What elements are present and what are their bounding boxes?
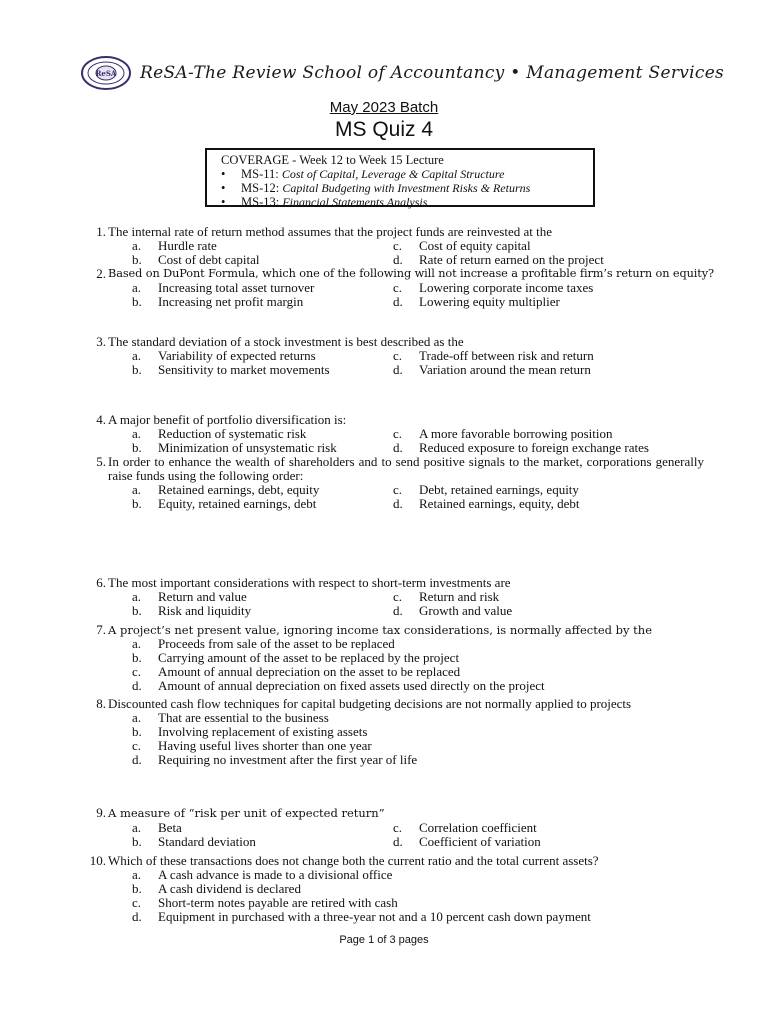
- question-number: 9.: [96, 805, 106, 820]
- question-number: 1.: [96, 224, 106, 239]
- option[interactable]: [132, 868, 392, 882]
- option[interactable]: [132, 281, 314, 295]
- question-number: 10.: [89, 853, 106, 868]
- option[interactable]: [393, 441, 649, 455]
- option[interactable]: [132, 651, 459, 665]
- option-letter: c.: [393, 348, 403, 363]
- option-letter: c.: [393, 280, 403, 295]
- coverage-item: [221, 167, 579, 181]
- option[interactable]: [393, 835, 541, 849]
- option-letter: d.: [393, 440, 403, 455]
- option[interactable]: [132, 349, 316, 363]
- option-letter: c.: [132, 664, 142, 679]
- option-text: A cash advance is made to a divisional office: [158, 867, 393, 882]
- option[interactable]: [132, 882, 301, 896]
- option-text: Beta: [158, 820, 182, 835]
- option[interactable]: [132, 753, 417, 767]
- option[interactable]: [132, 363, 330, 377]
- option-letter: b.: [132, 496, 142, 511]
- option-text: That are essential to the business: [158, 710, 329, 725]
- option-text: Cost of debt capital: [158, 252, 260, 267]
- quiz-title: MS Quiz 4: [334, 118, 434, 141]
- question-stem: The most important considerations with respect to short-term investments are: [108, 575, 511, 590]
- option[interactable]: [132, 295, 303, 309]
- option[interactable]: [132, 604, 251, 618]
- option[interactable]: [132, 896, 398, 910]
- option-text: Having useful lives shorter than one year: [158, 738, 372, 753]
- school-logo: [80, 55, 132, 91]
- option-letter: a.: [132, 867, 142, 882]
- option-letter: c.: [393, 426, 403, 441]
- option-letter: a.: [132, 482, 142, 497]
- coverage-item: [221, 195, 579, 209]
- option-text: Trade-off between risk and return: [419, 348, 594, 363]
- option-letter: a.: [132, 710, 142, 725]
- option-letter: a.: [132, 348, 142, 363]
- option-text: Reduction of systematic risk: [158, 426, 307, 441]
- bullet-icon: •: [221, 167, 226, 181]
- option-letter: c.: [132, 738, 142, 753]
- option-text: Involving replacement of existing assets: [158, 724, 368, 739]
- option[interactable]: [132, 665, 460, 679]
- coverage-code: MS-12:: [241, 181, 280, 195]
- coverage-topic: Capital Budgeting with Investment Risks & Returns: [282, 181, 531, 195]
- option[interactable]: [393, 239, 531, 253]
- question-stem: A project’s net present value, ignoring income tax considerations, is normally affected by the: [108, 623, 652, 637]
- coverage-item: [221, 181, 579, 195]
- option-text: Cost of equity capital: [419, 238, 531, 253]
- question-number: 7.: [96, 622, 106, 637]
- option-text: Standard deviation: [158, 834, 256, 849]
- option-text: Growth and value: [419, 603, 513, 618]
- question-number: 4.: [96, 412, 106, 427]
- option[interactable]: [393, 363, 591, 377]
- school-header: [80, 55, 725, 91]
- option-letter: d.: [393, 294, 403, 309]
- option[interactable]: [393, 821, 537, 835]
- option-text: Retained earnings, equity, debt: [419, 496, 580, 511]
- option[interactable]: [132, 679, 545, 693]
- option-letter: b.: [132, 724, 142, 739]
- option-letter: d.: [132, 752, 142, 767]
- bullet-icon: •: [221, 195, 226, 209]
- option[interactable]: [132, 835, 256, 849]
- option-letter: c.: [393, 589, 403, 604]
- option-letter: b.: [132, 834, 142, 849]
- option-letter: a.: [132, 280, 142, 295]
- option-text: A more favorable borrowing position: [419, 426, 613, 441]
- option-text: Variation around the mean return: [419, 362, 591, 377]
- option-letter: b.: [132, 603, 142, 618]
- option-letter: b.: [132, 881, 142, 896]
- logo-text: ReSA: [95, 69, 117, 78]
- option-letter: a.: [132, 426, 142, 441]
- option-letter: d.: [393, 834, 403, 849]
- option-letter: a.: [132, 238, 142, 253]
- option[interactable]: [393, 295, 560, 309]
- option[interactable]: [132, 253, 259, 267]
- option-letter: c.: [132, 895, 142, 910]
- question-stem: The internal rate of return method assumes that the project funds are reinvested at the: [108, 224, 552, 239]
- question-stem: A major benefit of portfolio diversification is:: [108, 412, 347, 427]
- option[interactable]: [393, 483, 579, 497]
- coverage-box: [205, 148, 595, 207]
- option-text: Rate of return earned on the project: [419, 252, 604, 267]
- option-letter: d.: [132, 678, 142, 693]
- coverage-title: COVERAGE - Week 12 to Week 15 Lecture: [221, 153, 444, 167]
- option-letter: c.: [393, 820, 403, 835]
- option-text: Return and risk: [419, 589, 500, 604]
- option-text: Variability of expected returns: [158, 348, 316, 363]
- option[interactable]: [132, 739, 372, 753]
- option[interactable]: [132, 497, 316, 511]
- option-text: Lowering equity multiplier: [419, 294, 560, 309]
- option-text: Sensitivity to market movements: [158, 362, 330, 377]
- question-number: 5.: [96, 454, 106, 469]
- option-text: Equity, retained earnings, debt: [158, 496, 317, 511]
- option-letter: d.: [132, 909, 142, 924]
- option[interactable]: [132, 483, 319, 497]
- option-text: Correlation coefficient: [419, 820, 537, 835]
- question-number: 8.: [96, 696, 106, 711]
- option[interactable]: [393, 349, 594, 363]
- option-text: A cash dividend is declared: [158, 881, 301, 896]
- option-letter: c.: [393, 482, 403, 497]
- coverage-code: MS-11:: [241, 167, 279, 181]
- option-letter: d.: [393, 362, 403, 377]
- option-text: Increasing total asset turnover: [158, 280, 315, 295]
- bullet-icon: •: [221, 181, 226, 195]
- option[interactable]: [132, 590, 247, 604]
- option[interactable]: [393, 253, 604, 267]
- option-text: Increasing net profit margin: [158, 294, 304, 309]
- option[interactable]: [132, 821, 182, 835]
- option-text: Short-term notes payable are retired with cash: [158, 895, 398, 910]
- option[interactable]: [132, 910, 591, 924]
- question-number: 6.: [96, 575, 106, 590]
- option-text: Requiring no investment after the first year of life: [158, 752, 418, 767]
- option-letter: b.: [132, 252, 142, 267]
- option[interactable]: [393, 427, 613, 441]
- batch-label: May 2023 Batch: [329, 99, 439, 116]
- option[interactable]: [132, 637, 395, 651]
- option[interactable]: [393, 497, 580, 511]
- option-letter: a.: [132, 636, 142, 651]
- question-number: 2.: [96, 266, 106, 281]
- option[interactable]: [132, 725, 367, 739]
- option-text: Amount of annual depreciation on fixed assets used directly on the project: [158, 678, 545, 693]
- option-letter: b.: [132, 440, 142, 455]
- option-text: Amount of annual depreciation on the asset to be replaced: [158, 664, 461, 679]
- page-footer: Page 1 of 3 pages: [339, 934, 429, 946]
- school-name: ReSA-The Review School of Accountancy • Management Services: [140, 63, 725, 83]
- option-text: Risk and liquidity: [158, 603, 252, 618]
- coverage-code: MS-13:: [241, 195, 280, 209]
- option-letter: c.: [393, 238, 403, 253]
- option-letter: b.: [132, 362, 142, 377]
- option-text: Reduced exposure to foreign exchange rates: [419, 440, 649, 455]
- question-stem: In order to enhance the wealth of shareholders and to send positive signals to the market, corporations generally raise funds using the following order:: [108, 454, 704, 483]
- option-letter: a.: [132, 820, 142, 835]
- question-stem: Discounted cash flow techniques for capital budgeting decisions are not normally applied to projects: [108, 696, 632, 711]
- option-letter: d.: [393, 603, 403, 618]
- option[interactable]: [393, 281, 593, 295]
- option[interactable]: [132, 427, 306, 441]
- question-stem: A measure of “risk per unit of expected return”: [108, 806, 385, 820]
- option-text: Proceeds from sale of the asset to be replaced: [158, 636, 395, 651]
- option-letter: b.: [132, 650, 142, 665]
- option-text: Hurdle rate: [158, 238, 217, 253]
- coverage-topic: Cost of Capital, Leverage & Capital Structure: [281, 167, 505, 181]
- coverage-topic: Financial Statements Analysis: [282, 195, 428, 209]
- option[interactable]: [393, 604, 512, 618]
- option-letter: d.: [393, 252, 403, 267]
- question-stem: The standard deviation of a stock investment is best described as the: [108, 334, 464, 349]
- option[interactable]: [132, 441, 337, 455]
- question-number: 3.: [96, 334, 106, 349]
- option-letter: b.: [132, 294, 142, 309]
- option-text: Coefficient of variation: [419, 834, 541, 849]
- option-text: Lowering corporate income taxes: [419, 280, 594, 295]
- option-letter: a.: [132, 589, 142, 604]
- option-text: Retained earnings, debt, equity: [158, 482, 320, 497]
- option-text: Minimization of unsystematic risk: [158, 440, 337, 455]
- question-stem: Which of these transactions does not change both the current ratio and the total current assets?: [108, 853, 599, 868]
- option-text: Equipment in purchased with a three-year not and a 10 percent cash down payment: [158, 909, 591, 924]
- option-letter: d.: [393, 496, 403, 511]
- question-stem: Based on DuPont Formula, which one of the following will not increase a profitable firm’s return on equity?: [108, 267, 714, 280]
- option-text: Debt, retained earnings, equity: [419, 482, 579, 497]
- option-text: Carrying amount of the asset to be replaced by the project: [158, 650, 460, 665]
- option[interactable]: [393, 590, 499, 604]
- option[interactable]: [132, 711, 329, 725]
- option[interactable]: [132, 239, 217, 253]
- option-text: Return and value: [158, 589, 247, 604]
